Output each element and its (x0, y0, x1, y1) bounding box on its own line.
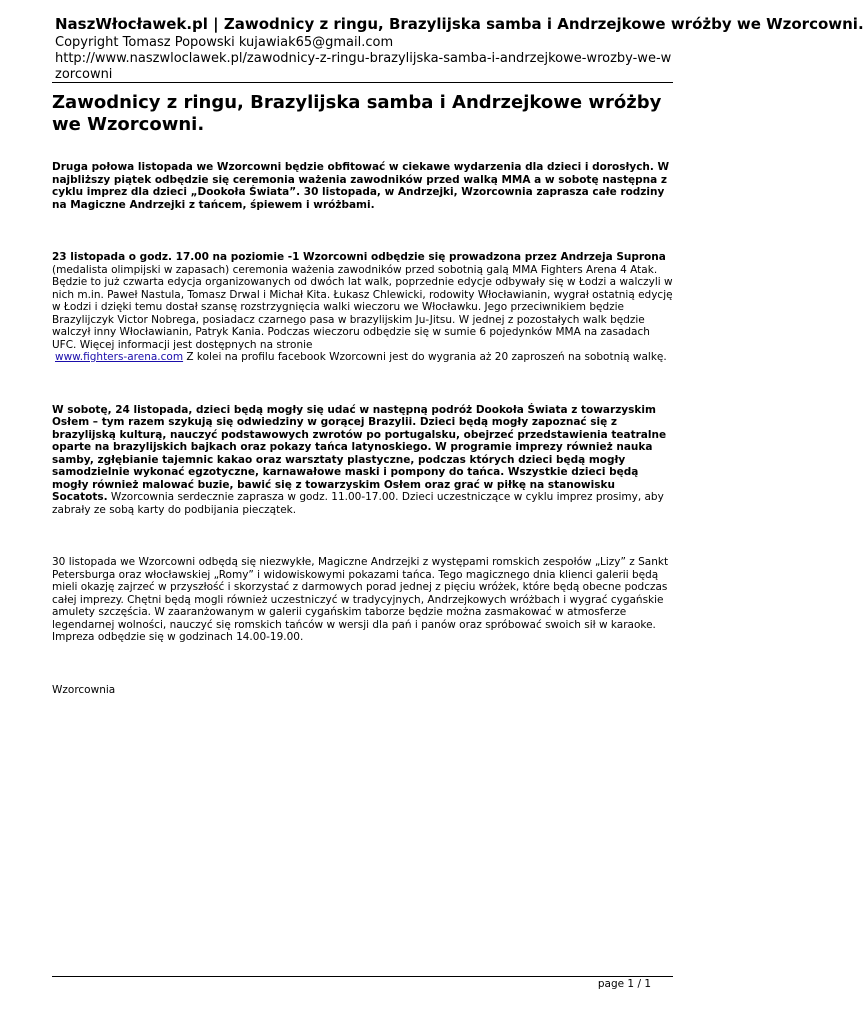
paragraph-brazil-trip (52, 404, 674, 517)
signature: Wzorcownia (52, 683, 116, 696)
fighters-arena-link[interactable]: www.fighters-arena.com (55, 351, 184, 363)
paragraph-mma-text: (medalista olimpijski w zapasach) ceremonia ważenia zawodników przed sobotnią galą MMA Fighters Arena 4 Atak. Będzie to już czwarta edycja organizowanych od dwóch lat walk, poprzednie edycje odbywały się w Łodzi a walczyli w nich m.in. Paweł Nastula, Tomasz Drwal i Michał Kita. Łukasz Chlewicki, rodowity Włocławianin, wygrał ostatnią edycję w Łodzi i dzięki temu dostał szansę rozstrzygnięcia walki wieczoru we Włocławku. Jego przeciwnikiem będzie Brazylijczyk Victor Nobrega, posiadacz czarnego pasa w brazylijskim Ju-Jitsu. W jednej z pozostałych walk będzie walczył inny Włocławianin, Patryk Kania. Podczas wieczoru odbędzie się w sumie 6 pojedynków MMA na zasadach UFC. Więcej informacji jest dostępnych na stronie (52, 263, 673, 351)
paragraph-mma-weigh-in (52, 251, 674, 364)
article-title: Zawodnicy z ringu, Brazylijska samba i Andrzejkowe wróżby we Wzorcowni. (52, 92, 662, 135)
site-title: NaszWłocławek.pl | Zawodnicy z ringu, Brazylijska samba i Andrzejkowe wróżby we Wzorcowni. (55, 15, 864, 33)
paragraph-brazil-bold: W sobotę, 24 listopada, dzieci będą mogły się udać w następną podróż Dookoła Świata z towarzyskim Osłem – tym razem szykują się odwiedziny w gorącej Brazylii. Dzieci będą mogły zapoznać się z brazylijską kulturą, nauczyć podstawowych zwrotów po portugalsku, obejrzeć przedstawienia teatralne oparte na brazylijskich bajkach oraz pokazy tańca latynoskiego. W programie imprezy również nauka samby, zgłębianie tajemnic kakao oraz warsztaty plastyczne, podczas których dzieci będą mogły samodzielnie wykonać egzotyczne, karnawałowe maski i pompony do tańca. Wszystkie dzieci będą mogły również malować buzie, bawić się z towarzyskim Osłem oraz grać w piłkę na stanowisku Socatots. (52, 403, 667, 503)
paragraph-mma-bold: 23 listopada o godz. 17.00 na poziomie -1 Wzorcowni odbędzie się prowadzona przez Andrzeja Suprona (52, 251, 666, 263)
lead-paragraph: Druga połowa listopada we Wzorcowni będzie obfitować w ciekawe wydarzenia dla dzieci i dorosłych. W najbliższy piątek odbędzie się ceremonia ważenia zawodników przed walką MMA a w sobotę następna z cyklu imprez dla dzieci „Dookoła Świata”. 30 listopada, w Andrzejki, Wzorcownia zaprasza całe rodziny na Magiczne Andrzejki z tańcem, śpiewem i wróżbami. (52, 161, 670, 211)
header-divider (52, 82, 673, 83)
copyright-line: Copyright Tomasz Popowski kujawiak65@gmail.com (55, 35, 394, 50)
paragraph-mma-after-link: Z kolei na profilu facebook Wzorcowni jest do wygrania aż 20 zaproszeń na sobotnią walkę. (183, 351, 667, 363)
footer-divider (52, 976, 673, 977)
paragraph-brazil-text: Wzorcownia serdecznie zaprasza w godz. 11.00-17.00. Dzieci uczestniczące w cyklu imprez prosimy, aby zabrały ze sobą karty do podbijania pieczątek. (52, 491, 664, 516)
article-body (52, 92, 674, 696)
page-number: page 1 / 1 (597, 978, 651, 990)
paragraph-andrzejki: 30 listopada we Wzorcowni odbędą się niezwykłe, Magiczne Andrzejki z występami romskich zespołów „Lizy” z Sankt Petersburga oraz włocławskiej „Romy” i widowiskowymi pokazami tańca. Tego magicznego dnia klienci galerii będą mieli okazję zajrzeć w przyszłość i skorzystać z darmowych porad jednej z pięciu wróżek, które będą obecne podczas całej imprezy. Chętni będą mogli również uczestniczyć w tradycyjnych, Andrzejkowych wróżbach i wygrać cygańskie amulety szczęścia. W zaaranżowanym w galerii cygańskim taborze będzie można zasmakować w atmosferze legendarnej wolności, nauczyć się romskich tańców w wersji dla pań i panów oraz spróbować swoich sił w karaoke. Impreza odbędzie się w godzinach 14.00-19.00. (52, 556, 669, 643)
document-header (55, 14, 864, 83)
article-url: http://www.naszwloclawek.pl/zawodnicy-z-ringu-brazylijska-samba-i-andrzejkowe-wrozby-we-wzorcowni (55, 51, 672, 82)
